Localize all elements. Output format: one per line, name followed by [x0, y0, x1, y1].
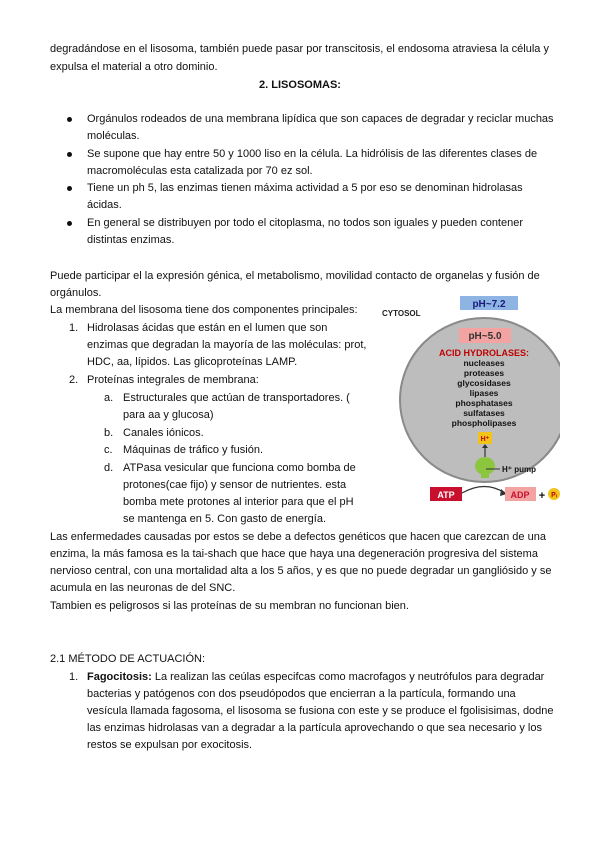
enzyme-label: lipases — [469, 388, 499, 398]
subsection-title: 2.1 MÉTODO DE ACTUACIÓN: — [50, 653, 206, 665]
list-number: 2. — [69, 374, 79, 386]
bullet-text: ácidas. — [87, 199, 122, 211]
plus-sign: + — [538, 490, 546, 502]
pi-label: Pᵢ — [551, 492, 557, 499]
paragraph-line: nervioso central, con una mortalidad alta a los 5 años, y es que no puede degradar un gangliósido y se — [50, 565, 552, 577]
bullet-icon — [67, 221, 72, 226]
bullet-text: moléculas. — [87, 130, 140, 142]
enzyme-label: sulfatases — [463, 408, 505, 418]
reaction-arrow-icon — [462, 487, 505, 494]
list-number: 1. — [69, 671, 79, 683]
term-label: Fagocitosis: — [87, 671, 152, 683]
lysosome-diagram — [380, 294, 560, 510]
ph-out-label: pH~7.2 — [472, 299, 506, 310]
sublist-text: protones(cae fijo) y sensor de nutrientes. esta — [123, 479, 347, 491]
bullet-text: macromoléculas esta catalizada por 70 ez sol. — [87, 165, 313, 177]
sublist-text: Máquinas de tráfico y fusión. — [123, 444, 264, 456]
sublist-letter: c. — [104, 444, 113, 456]
bullet-text: En general se distribuyen por todo el citoplasma, no todos son iguales y pueden contener — [87, 217, 524, 229]
paragraph-line: acumula en las neuronas de del SNC. — [50, 582, 236, 594]
list-text — [87, 670, 544, 684]
lysosome-figure — [380, 294, 560, 510]
bullet-icon — [67, 152, 72, 157]
sublist-text: ATPasa vesicular que funciona como bomba de — [123, 462, 356, 474]
section-title: 2. LISOSOMAS: — [259, 79, 341, 91]
atp-label: ATP — [437, 490, 455, 500]
h-pump-label: H⁺ pump — [502, 465, 536, 474]
paragraph-line: Las enfermedades causadas por estos se debe a defectos genéticos que hacen que carezcan de una — [50, 531, 546, 543]
adp-label: ADP — [510, 490, 530, 500]
paragraph-line: orgánulos. — [50, 287, 102, 299]
sublist-text: para aa y glucosa) — [123, 409, 214, 421]
enzyme-label: glycosidases — [457, 378, 511, 388]
sublist-text: bomba mete protones al interior para que el pH — [123, 496, 354, 508]
list-text: Hidrolasas ácidas que están en el lumen que son — [87, 322, 328, 334]
enzyme-label: phosphatases — [455, 398, 513, 408]
list-text: HDC, aa, lípidos. Las glicoproteínas LAMP. — [87, 356, 298, 368]
intro-line: expulsa el material a otro dominio. — [50, 61, 218, 73]
acid-hydrolases-title: ACID HYDROLASES: — [438, 348, 530, 358]
bullet-text: Se supone que hay entre 50 y 1000 liso en la célula. La hidrólisis de las diferentes clases de — [87, 148, 538, 160]
list-text: bacterias y patógenos con dos pseudópodos que encierran a la partícula, formando una — [87, 688, 516, 700]
cytosol-label: CYTOSOL — [382, 309, 421, 318]
bullet-icon — [67, 186, 72, 191]
list-text: restos se expulsan por exocitosis. — [87, 739, 253, 751]
bullet-text: distintas enzimas. — [87, 234, 175, 246]
bullet-icon — [67, 117, 72, 122]
term-text: La realizan las ceúlas especifcas como macrofagos y neutrófulos para degradar — [151, 671, 545, 683]
enzyme-label: nucleases — [463, 358, 505, 368]
sublist-text: se mantenga en 5. Con gasto de energía. — [123, 513, 327, 525]
list-text: las enzimas hidrolasas van a degradar a la partícula aprovechando o que sea necesario y los — [87, 722, 542, 734]
bullet-text: Tiene un ph 5, las enzimas tienen máxima actividad a 5 por eso se denominan hidrolasas — [87, 182, 523, 194]
sublist-letter: d. — [104, 462, 114, 474]
sublist-letter: b. — [104, 427, 114, 439]
pump-stem — [481, 472, 489, 478]
h-plus-label: H⁺ — [480, 436, 490, 443]
ph-in-label: pH~5.0 — [468, 331, 502, 342]
sublist-letter: a. — [104, 392, 114, 404]
list-text: vesícula llamada fagosoma, el lisosoma se fusiona con este y se produce el fgolisisimas, dodne — [87, 705, 554, 717]
intro-line: degradándose en el lisosoma, también puede pasar por transcitosis, el endosoma atraviesa la célula y — [50, 43, 549, 55]
paragraph-line: Puede participar el la expresión génica, el metabolismo, movilidad contacto de organelas y fusión de — [50, 270, 540, 282]
sublist-text: Canales iónicos. — [123, 427, 204, 439]
list-text: Proteínas integrales de membrana: — [87, 374, 259, 386]
paragraph-line: enzima, la más famosa es la tai-shach que hace que haya una degeneración progresiva del sistema — [50, 548, 538, 560]
paragraph-line: La membrana del lisosoma tiene dos componentes principales: — [50, 304, 358, 316]
paragraph-line: Tambien es peligrosos si las proteínas de su membran no funcionan bien. — [50, 600, 409, 612]
list-text: enzimas que degradan la mayoría de las moléculas: prot, — [87, 339, 367, 351]
bullet-text: Orgánulos rodeados de una membrana lipídica que son capaces de degradar y reciclar muchas — [87, 113, 554, 125]
enzyme-label: proteases — [463, 368, 505, 378]
sublist-text: Estructurales que actúan de transportadores. ( — [123, 392, 350, 404]
enzyme-label: phospholipases — [451, 418, 517, 428]
list-number: 1. — [69, 322, 79, 334]
